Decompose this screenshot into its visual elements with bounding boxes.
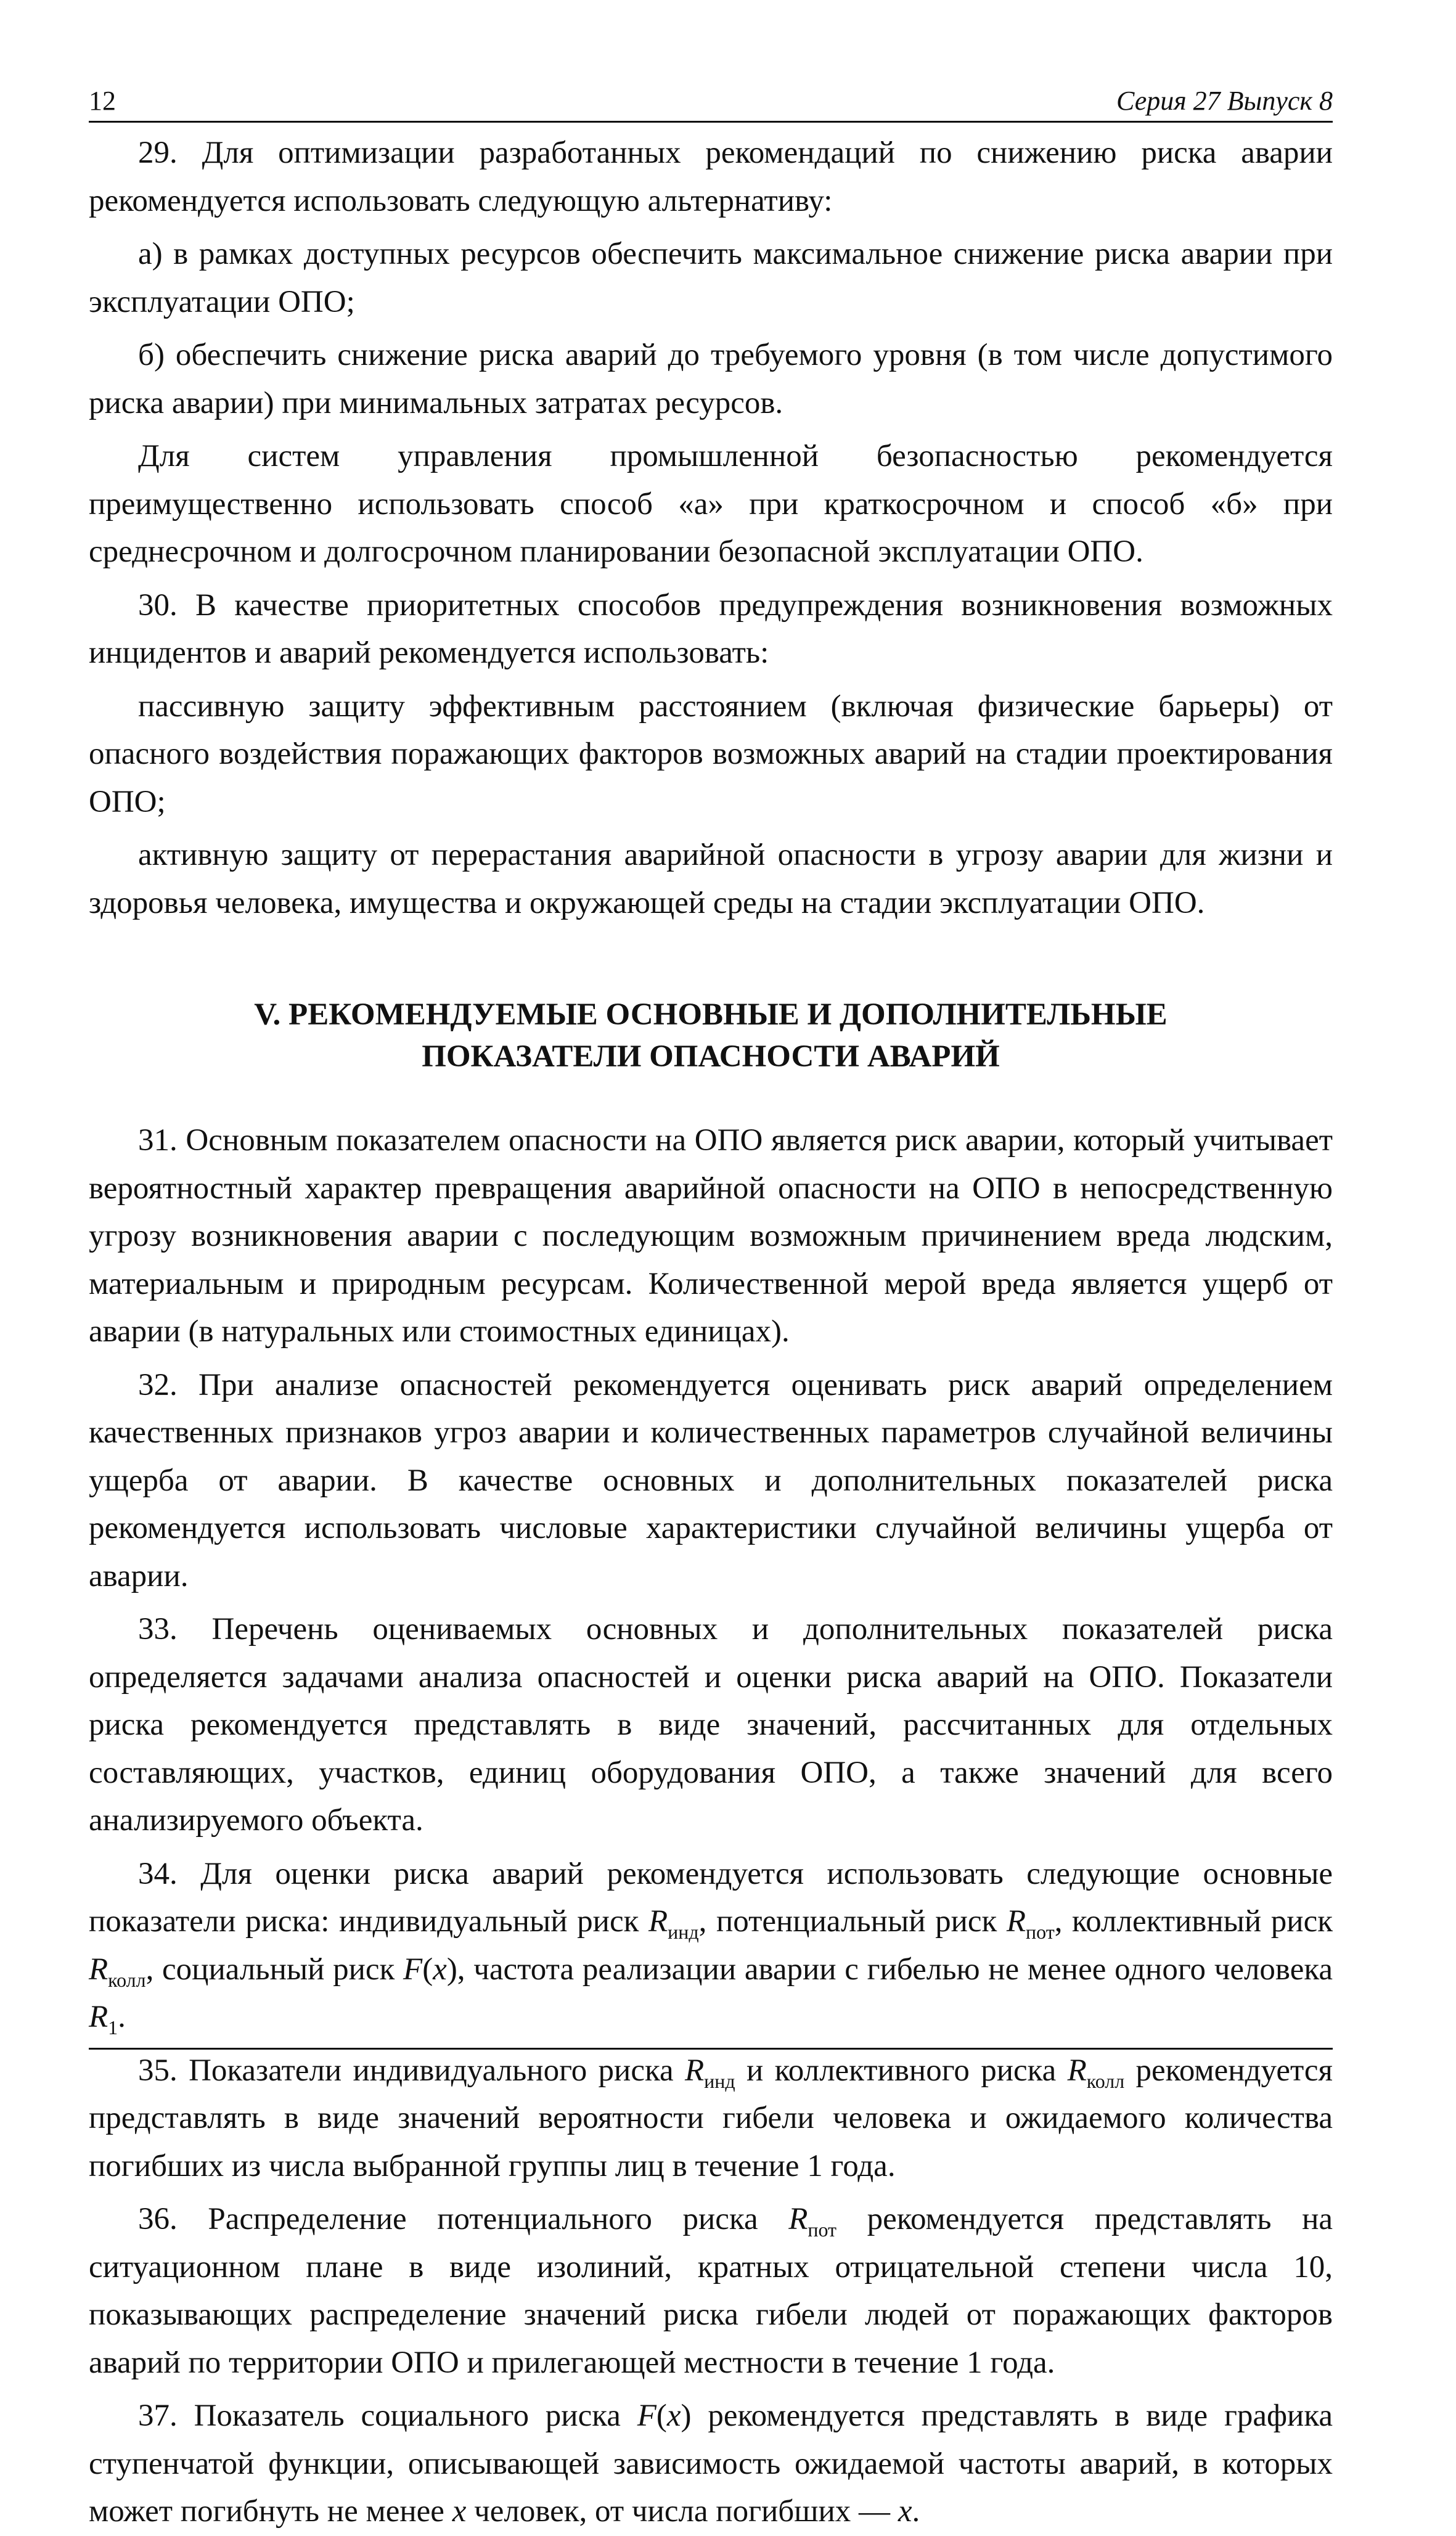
paragraph-37: 37. Показатель социального риска F(x) рекомендуется представлять в виде графика ступенчатой функции, описывающей зависимость ожидаемой частоты аварий, в которых может погибнуть не менее x человек, от числа погибших — x.: [89, 2399, 1333, 2529]
symbol-r: R: [684, 2053, 705, 2088]
paragraph-29-note: Для систем управления промышленной безопасностью рекомендуется преимущественно использовать способ «а» при краткосрочном и способ «б» при среднесрочном и долгосрочном планировании безопасной эксплуатации ОПО.: [89, 439, 1333, 569]
page-header: [89, 85, 1333, 123]
symbol-r: R: [89, 2000, 108, 2034]
section-heading-line-1: V. РЕКОМЕНДУЕМЫЕ ОСНОВНЫЕ И ДОПОЛНИТЕЛЬНЫЕ: [254, 997, 1168, 1032]
symbol-r-ind: [648, 1904, 699, 1943]
subscript-1: 1: [108, 2016, 118, 2039]
symbol-r1: [89, 2000, 118, 2039]
p37-text-1: 37. Показатель социального риска: [138, 2399, 637, 2433]
p37-text-4: .: [912, 2494, 920, 2529]
p36-text-1: 36. Распределение потенциального риска: [138, 2202, 789, 2236]
symbol-x: x: [452, 2494, 467, 2529]
paragraph-34: 34. Для оценки риска аварий рекомендуется использовать следующие основные показатели риска: индивидуальный риск $R_{инд}$, потенциальный риск $R_{пот}$, коллективный риск $R_{колл}$, социальный риск F(x), частота реализации аварии с гибелью не менее одного человека $R_1$.: [89, 1856, 1333, 2039]
p34-text-6: .: [118, 2000, 126, 2034]
p34-text-1: 34. Для оценки риска аварий рекомендуется использовать следующие основные показатели риска: индивидуальный риск: [89, 1856, 1333, 1939]
document-body: [89, 129, 1333, 2536]
paragraph-30-active: активную защиту от перерастания аварийной опасности в угрозу аварии для жизни и здоровья человека, имущества и окружающей среды на стадии эксплуатации ОПО.: [89, 838, 1333, 920]
paragraph-30-passive: пассивную защиту эффективным расстоянием (включая физические барьеры) от опасного воздействия поражающих факторов возможных аварий на стадии проектирования ОПО;: [89, 689, 1333, 819]
symbol-r-koll: [89, 1952, 146, 1991]
symbol-r: R: [788, 2202, 808, 2236]
symbol-x: x: [666, 2399, 681, 2433]
series-label: Серия 27 Выпуск 8: [1116, 86, 1333, 116]
p35-text-1: 35. Показатели индивидуального риска: [138, 2053, 685, 2088]
symbol-x: x: [433, 1952, 447, 1987]
p34-text-2: , потенциальный риск: [698, 1904, 1007, 1939]
symbol-r-pot: [1006, 1904, 1055, 1943]
subscript-ind: инд: [704, 2069, 735, 2092]
section-heading: [89, 994, 1333, 1078]
p34-text-4: , социальный риск: [145, 1952, 404, 1987]
symbol-r-ind: [684, 2053, 735, 2092]
page-number: 12: [89, 86, 116, 116]
symbol-f: F: [403, 1952, 423, 1987]
symbol-r-pot: [788, 2202, 837, 2241]
paragraph-30: 30. В качестве приоритетных способов предупреждения возникновения возможных инцидентов и аварий рекомендуется использовать:: [89, 587, 1333, 670]
paragraph-29: 29. Для оптимизации разработанных рекомендаций по снижению риска аварии рекомендуется использовать следующую альтернативу:: [89, 136, 1333, 218]
paragraph-36: [89, 2196, 1333, 2387]
p35-text-2: и коллективного риска: [735, 2053, 1068, 2088]
p34-text-3: , коллективный риск: [1054, 1904, 1333, 1939]
paragraph-29-b: б) обеспечить снижение риска аварий до требуемого уровня (в том числе допустимого риска аварии) при минимальных затратах ресурсов.: [89, 338, 1333, 420]
p36-text-2: рекомендуется представлять на ситуационном плане в виде изолиний, кратных отрицательной степени числа 10, показывающих распределение значений риска гибели людей от поражающих факторов аварий по территории ОПО и прилегающей местности в течение 1 года.: [89, 2202, 1333, 2380]
paragraph-35: [89, 2047, 1333, 2191]
paragraph-31: 31. Основным показателем опасности на ОПО является риск аварии, который учитывает вероятностный характер превращения аварийной опасности на ОПО в непосредственную угрозу возникновения аварии с последующим возможным причинением вреда людским, материальным и природным ресурсам. Количественной мерой вреда является ущерб от аварии (в натуральных или стоимостных единицах).: [89, 1123, 1333, 1349]
paragraph-33: 33. Перечень оцениваемых основных и дополнительных показателей риска определяется задачами анализа опасностей и оценки риска аварий на ОПО. Показатели риска рекомендуется представлять в виде значений, рассчитанных для отдельных составляющих, участков, единиц оборудования ОПО, а также значений для всего анализируемого объекта.: [89, 1612, 1333, 1838]
p37-text-2: рекомендуется представлять в виде графика ступенчатой функции, описывающей зависимость ожидаемой частоты аварий, в которых может погибнуть не менее: [89, 2399, 1333, 2529]
p34-text-5: , частота реализации аварии с гибелью не менее одного человека: [457, 1952, 1333, 1987]
section-heading-line-2: ПОКАЗАТЕЛИ ОПАСНОСТИ АВАРИЙ: [422, 1039, 1000, 1074]
p37-text-3: человек, от числа погибших —: [466, 2494, 898, 2529]
symbol-r-koll: [1067, 2053, 1125, 2092]
symbol-r: R: [89, 1952, 108, 1987]
symbol-r: R: [1006, 1904, 1026, 1939]
p35-text-3: рекомендуется представлять в виде значений вероятности гибели человека и ожидаемого количества погибших из числа выбранной группы лиц в течение 1 года.: [89, 2053, 1333, 2183]
subscript-koll: колл: [1086, 2069, 1125, 2092]
symbol-r: R: [648, 1904, 668, 1939]
footer-rule: [89, 2048, 1333, 2050]
symbol-x: x: [898, 2494, 912, 2529]
symbol-f: F: [637, 2399, 656, 2433]
subscript-ind: инд: [668, 1921, 699, 1943]
subscript-pot: пот: [1026, 1921, 1055, 1943]
symbol-r: R: [1067, 2053, 1087, 2088]
subscript-koll: колл: [108, 1968, 146, 1991]
subscript-pot: пот: [808, 2219, 837, 2241]
paragraph-29-a: а) в рамках доступных ресурсов обеспечить максимальное снижение риска аварии при эксплуатации ОПО;: [89, 237, 1333, 319]
paragraph-32: 32. При анализе опасностей рекомендуется оценивать риск аварий определением качественных признаков угроз аварии и количественных параметров случайной величины ущерба от аварии. В качестве основных и дополнительных показателей риска рекомендуется использовать числовые характеристики случайной величины ущерба от аварии.: [89, 1367, 1333, 1593]
